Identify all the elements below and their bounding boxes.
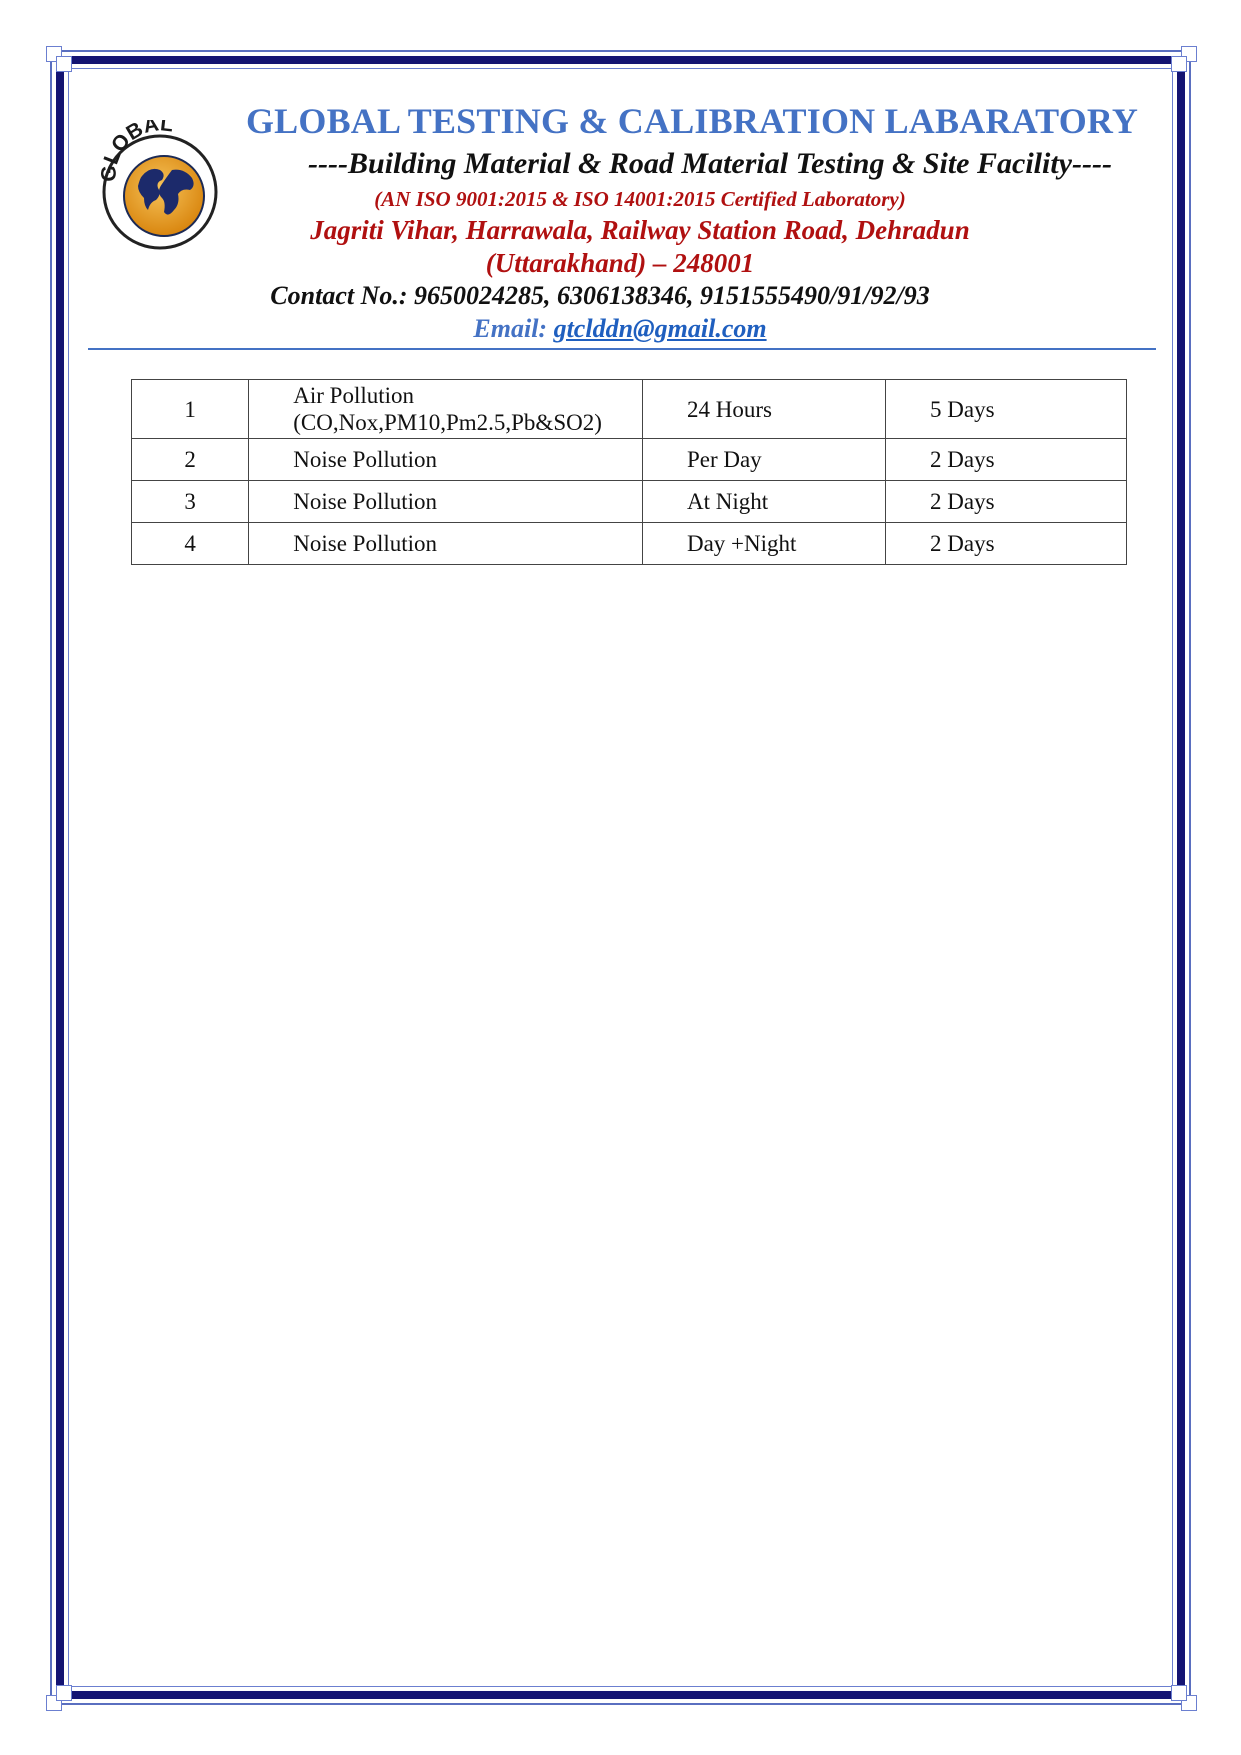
- contact-numbers: Contact No.: 9650024285, 6306138346, 9151555490/91/92/93: [270, 281, 930, 310]
- corner-ornament-top-left: [46, 46, 74, 74]
- duration-cell: 24 Hours: [642, 380, 885, 439]
- table-row: [132, 481, 1127, 523]
- parameter-cell: [249, 380, 643, 439]
- lab-subtitle: ----Building Material & Road Material Testing & Site Facility----: [308, 147, 1112, 180]
- corner-ornament-bottom-left: [46, 1681, 74, 1709]
- report-time-cell: 5 Days: [886, 380, 1127, 439]
- report-time-cell: 2 Days: [886, 481, 1127, 523]
- sno-cell: 3: [132, 481, 249, 523]
- corner-ornament-top-right: [1167, 46, 1195, 74]
- duration-cell: At Night: [642, 481, 885, 523]
- parameter-detail: (CO,Nox,PM10,Pm2.5,Pb&SO2): [293, 410, 602, 435]
- sno-cell: 1: [132, 380, 249, 439]
- sno-cell: 4: [132, 523, 249, 565]
- table-row: [132, 523, 1127, 565]
- email-label: Email:: [473, 314, 554, 343]
- duration-cell: Day +Night: [642, 523, 885, 565]
- email-link[interactable]: gtclddn@gmail.com: [553, 314, 767, 343]
- address-line-2: (Uttarakhand) – 248001: [485, 248, 755, 278]
- parameter-cell: Noise Pollution: [249, 481, 643, 523]
- lab-title: GLOBAL TESTING & CALIBRATION LABARATORY: [245, 101, 1139, 141]
- sno-cell: 2: [132, 439, 249, 481]
- table-row: [132, 380, 1127, 439]
- duration-cell: Per Day: [642, 439, 885, 481]
- company-logo: [94, 120, 224, 250]
- parameter-name: Air Pollution: [293, 383, 415, 408]
- logo-text: GLOBAL: [97, 120, 175, 183]
- parameter-cell: Noise Pollution: [249, 439, 643, 481]
- address-line-1: Jagriti Vihar, Harrawala, Railway Station Road, Dehradun: [310, 215, 970, 245]
- email-line: [300, 314, 940, 344]
- corner-ornament-bottom-right: [1167, 1681, 1195, 1709]
- header-divider: [88, 348, 1156, 350]
- report-time-cell: 2 Days: [886, 439, 1127, 481]
- test-table: [131, 379, 1127, 565]
- parameter-cell: Noise Pollution: [249, 523, 643, 565]
- certification-text: (AN ISO 9001:2015 & ISO 14001:2015 Certified Laboratory): [374, 187, 906, 211]
- report-time-cell: 2 Days: [886, 523, 1127, 565]
- table-row: [132, 439, 1127, 481]
